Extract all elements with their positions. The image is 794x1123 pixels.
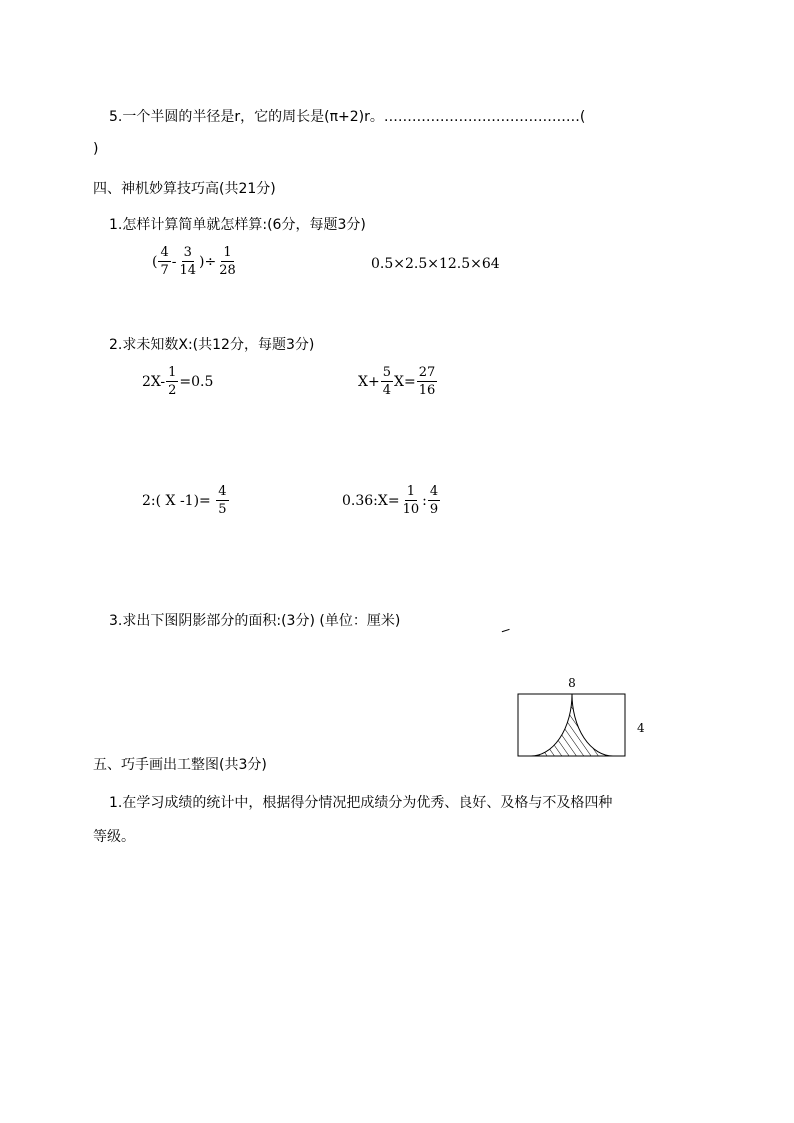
fraction-27-16 — [417, 366, 438, 397]
section-5-q1-line1: 1.在学习成绩的统计中，根据得分情况把成绩分为优秀、良好、及格与不及格四种 — [109, 795, 613, 811]
numerator: 4 — [218, 484, 227, 499]
fraction-5-4 — [381, 366, 393, 397]
figure-top-label: 8 — [568, 676, 576, 690]
numerator: 1 — [168, 365, 177, 380]
section-4-q3-label: 3.求出下图阴影部分的面积:(3分) (单位：厘米) — [109, 613, 401, 629]
denominator: 7 — [160, 263, 169, 278]
fraction-1-2 — [166, 366, 178, 397]
open-paren: ( — [152, 253, 158, 270]
numerator: 3 — [183, 245, 192, 260]
denominator: 14 — [179, 263, 197, 278]
denominator: 9 — [429, 502, 439, 517]
denominator: 5 — [218, 502, 227, 517]
equation-text: X= — [393, 373, 416, 390]
equation-2 — [358, 366, 438, 397]
fraction-4-7 — [158, 246, 170, 277]
equation-text: =0.5 — [179, 373, 214, 390]
question-5-text: 5.一个半圆的半径是r，它的周长是(π+2)r。……………………………………( — [109, 109, 586, 125]
numerator: 4 — [160, 245, 169, 260]
equation-3 — [142, 485, 230, 516]
section-5-q1-line2: 等级。 — [93, 829, 135, 845]
equation-text: : — [422, 492, 427, 509]
numerator: 4 — [429, 484, 439, 499]
fraction-1-10 — [401, 485, 422, 516]
denominator: 2 — [168, 383, 177, 398]
fraction-4-9 — [428, 485, 440, 516]
section-4-title: 四、神机妙算技巧高(共21分) — [93, 181, 276, 197]
calc-expression-2: 0.5×2.5×12.5×64 — [371, 256, 500, 272]
equation-1 — [142, 366, 213, 397]
calc-expression-1 — [152, 246, 239, 277]
section-4-q1-label: 1.怎样计算简单就怎样算:(6分，每题3分) — [109, 217, 366, 233]
denominator: 10 — [402, 502, 420, 517]
fraction-4-5 — [216, 485, 228, 516]
figure-side-label: 4 — [637, 721, 645, 735]
equation-4 — [342, 485, 441, 516]
shaded-area-figure — [510, 672, 660, 764]
section-4-q2-label: 2.求未知数X:(共12分，每题3分) — [109, 337, 315, 353]
equation-text: X+ — [358, 373, 380, 390]
numerator: 5 — [382, 365, 391, 380]
minus-sign: - — [171, 253, 177, 270]
fraction-1-28 — [217, 246, 238, 277]
close-paren-divide: )÷ — [199, 253, 217, 270]
equation-text: 0.36:X= — [342, 492, 400, 509]
denominator: 16 — [418, 383, 436, 398]
denominator: 4 — [382, 383, 391, 398]
numerator: 27 — [418, 365, 436, 380]
fraction-3-14 — [177, 246, 198, 277]
equation-text: 2X- — [142, 373, 166, 390]
section-5-title: 五、巧手画出工整图(共3分) — [93, 757, 267, 773]
stray-mark — [502, 629, 511, 634]
equation-text: 2:( X -1)= — [142, 492, 216, 509]
question-5-close-paren: ) — [93, 141, 99, 157]
numerator: 1 — [223, 245, 232, 260]
denominator: 28 — [219, 263, 236, 278]
numerator: 1 — [406, 484, 415, 499]
